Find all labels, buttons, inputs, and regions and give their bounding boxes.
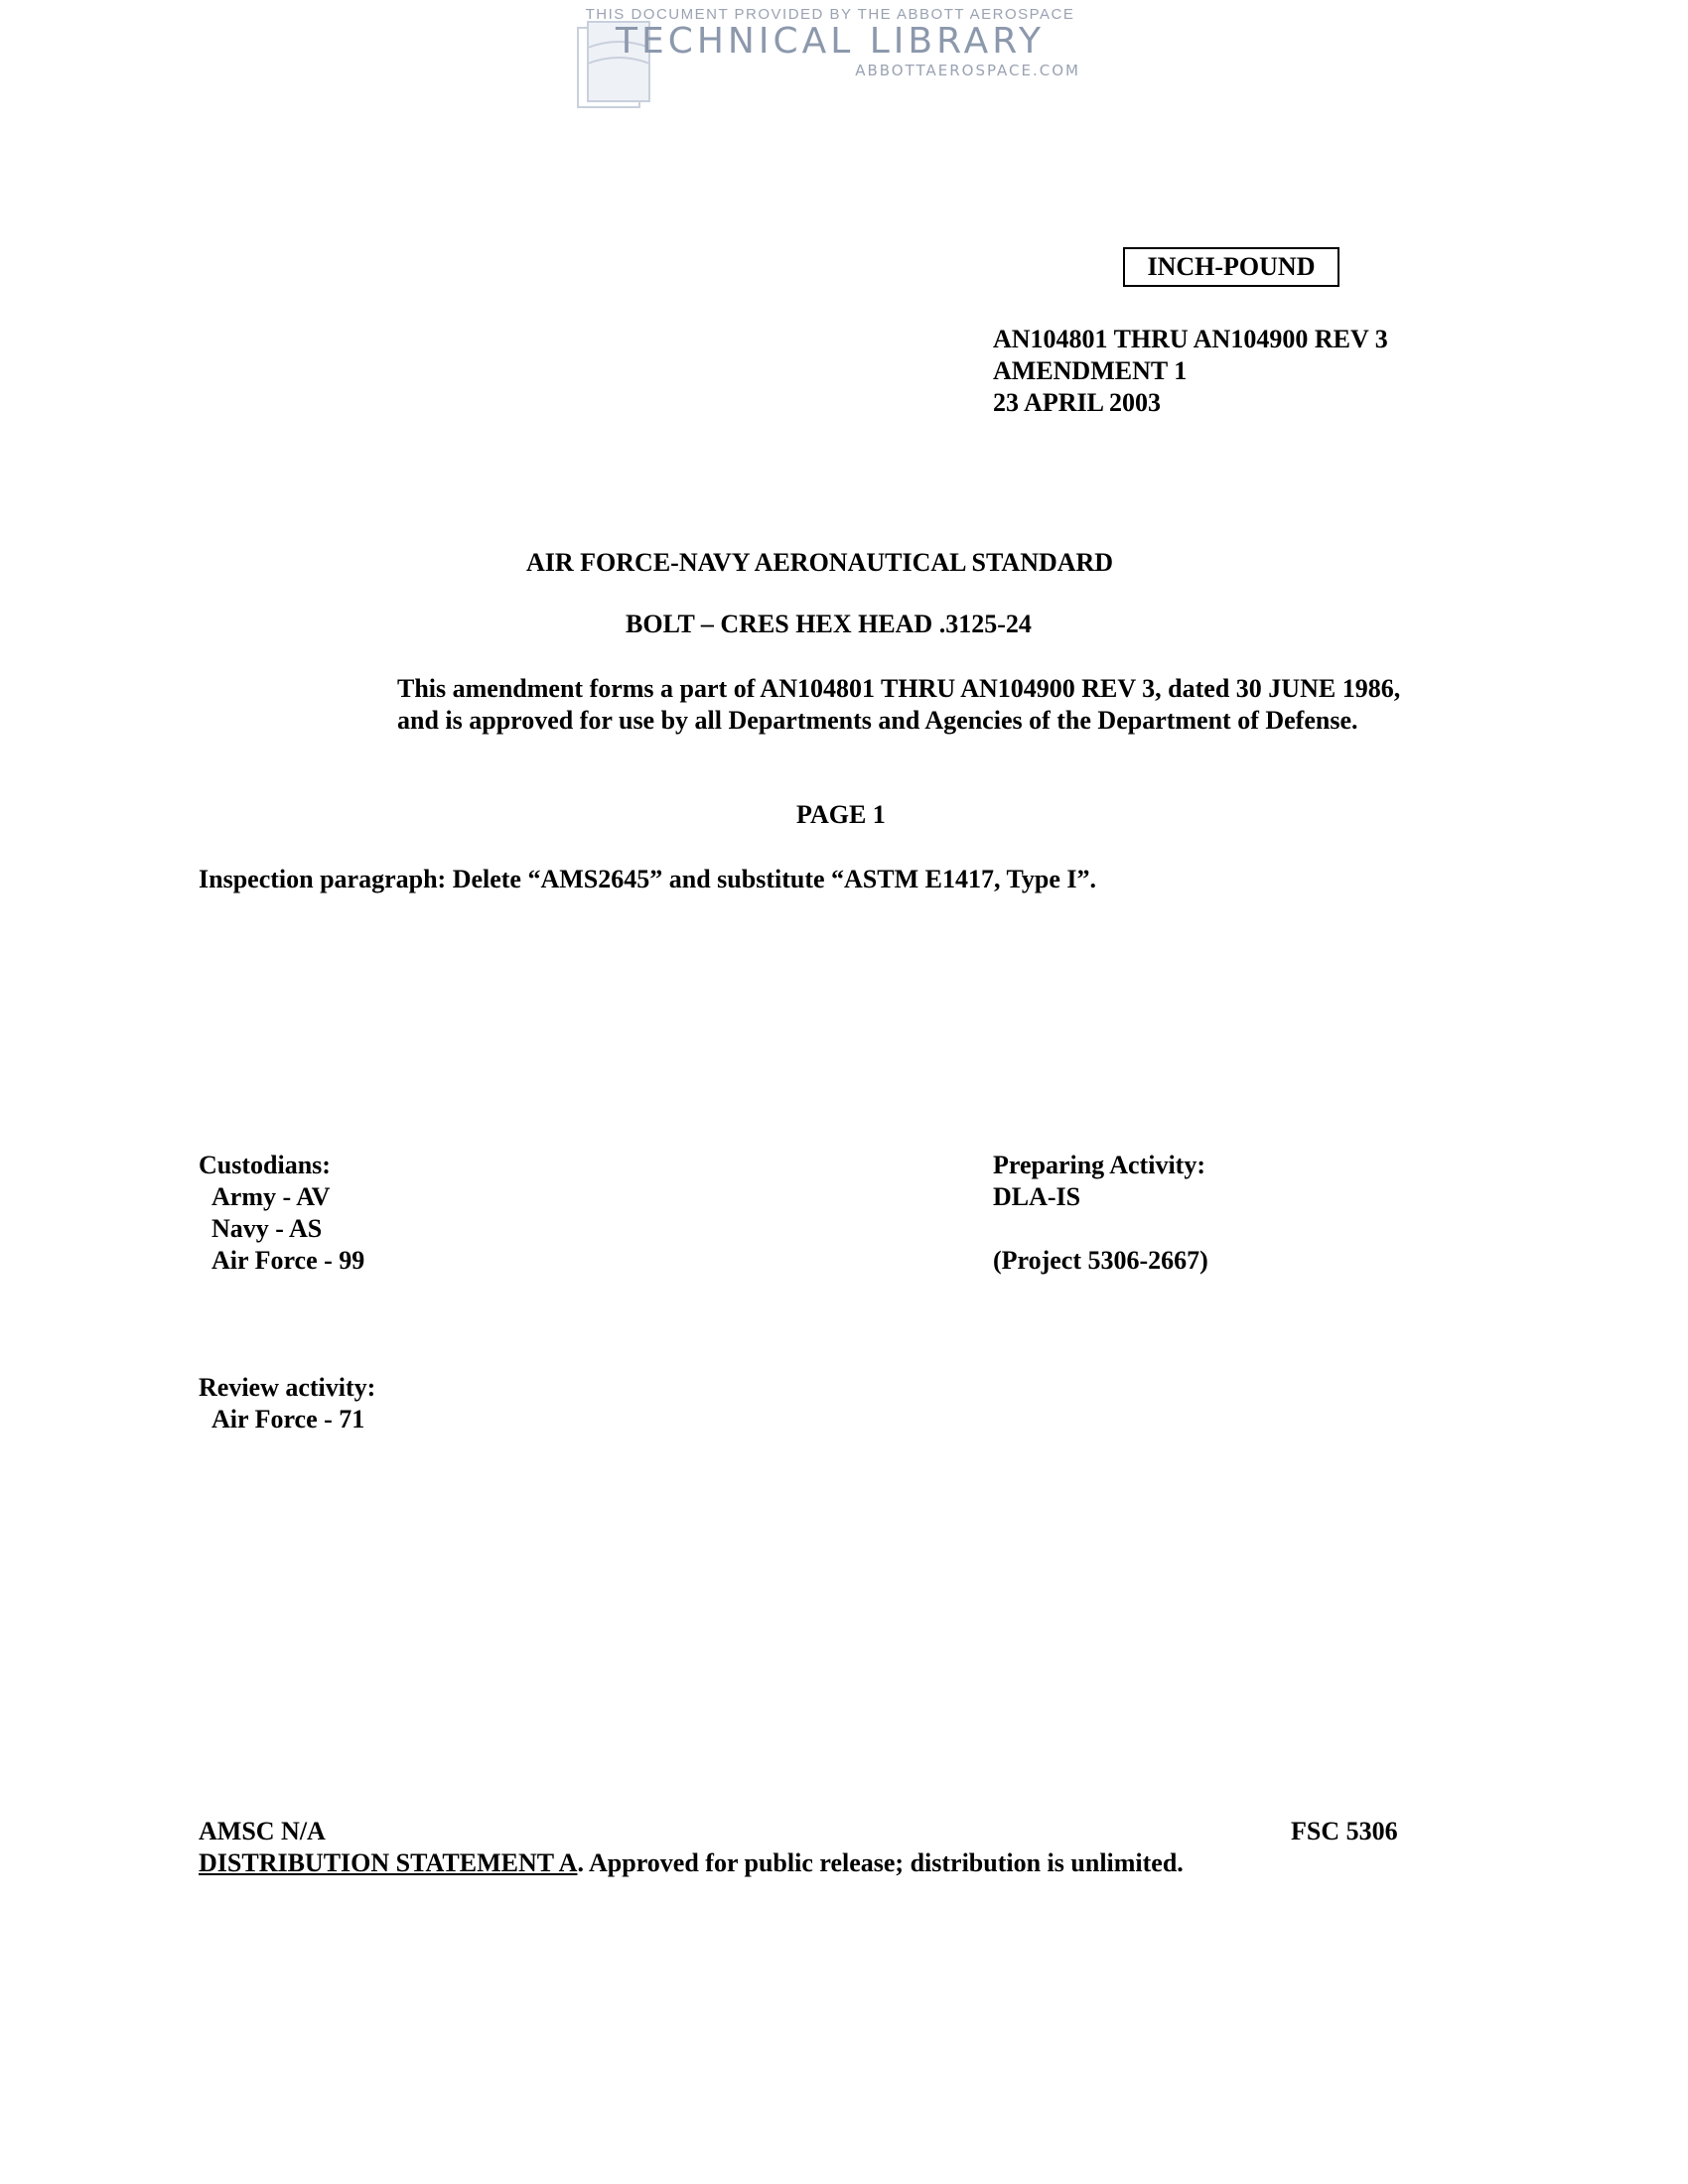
amendment-number: AMENDMENT 1: [993, 356, 1188, 385]
distribution-statement-label: DISTRIBUTION STATEMENT A: [199, 1848, 578, 1877]
custodian-item: Army - AV: [211, 1182, 331, 1211]
watermark-header: [572, 4, 1088, 113]
page-heading: PAGE 1: [796, 800, 886, 829]
watermark-library-title: TECHNICAL LIBRARY: [615, 21, 1045, 62]
doc-number: AN104801 THRU AN104900 REV 3: [993, 325, 1388, 353]
review-activity-heading: Review activity:: [199, 1373, 376, 1402]
watermark-provider-line: THIS DOCUMENT PROVIDED BY THE ABBOTT AEROSPACE: [585, 6, 1075, 23]
inch-pound-label: INCH-POUND: [1123, 247, 1339, 287]
review-activity-item: Air Force - 71: [211, 1405, 365, 1433]
watermark-website: ABBOTTAEROSPACE.COM: [855, 62, 1080, 79]
preparing-activity-heading: Preparing Activity:: [993, 1151, 1205, 1179]
project-number: (Project 5306-2667): [993, 1246, 1208, 1275]
amendment-date: 23 APRIL 2003: [993, 388, 1162, 417]
amsc-label: AMSC N/A: [199, 1817, 326, 1845]
preparing-activity-org: DLA-IS: [993, 1182, 1081, 1211]
custodian-item: Air Force - 99: [211, 1246, 365, 1275]
distribution-statement-text: . Approved for public release; distribution is unlimited.: [577, 1848, 1184, 1877]
intro-line-2: and is approved for use by all Departments and Agencies of the Department of Defense.: [397, 706, 1358, 735]
custodian-item: Navy - AS: [211, 1214, 323, 1243]
distribution-statement: [199, 1847, 1184, 1879]
custodians-heading: Custodians:: [199, 1151, 331, 1179]
change-instruction: Inspection paragraph: Delete “AMS2645” and substitute “ASTM E1417, Type I”.: [199, 865, 1097, 893]
item-title: BOLT – CRES HEX HEAD .3125-24: [626, 610, 1032, 638]
fsc-label: FSC 5306: [1291, 1817, 1398, 1845]
standard-title: AIR FORCE-NAVY AERONAUTICAL STANDARD: [526, 548, 1114, 577]
intro-line-1: This amendment forms a part of AN104801 THRU AN104900 REV 3, dated 30 JUNE 1986,: [397, 674, 1401, 703]
